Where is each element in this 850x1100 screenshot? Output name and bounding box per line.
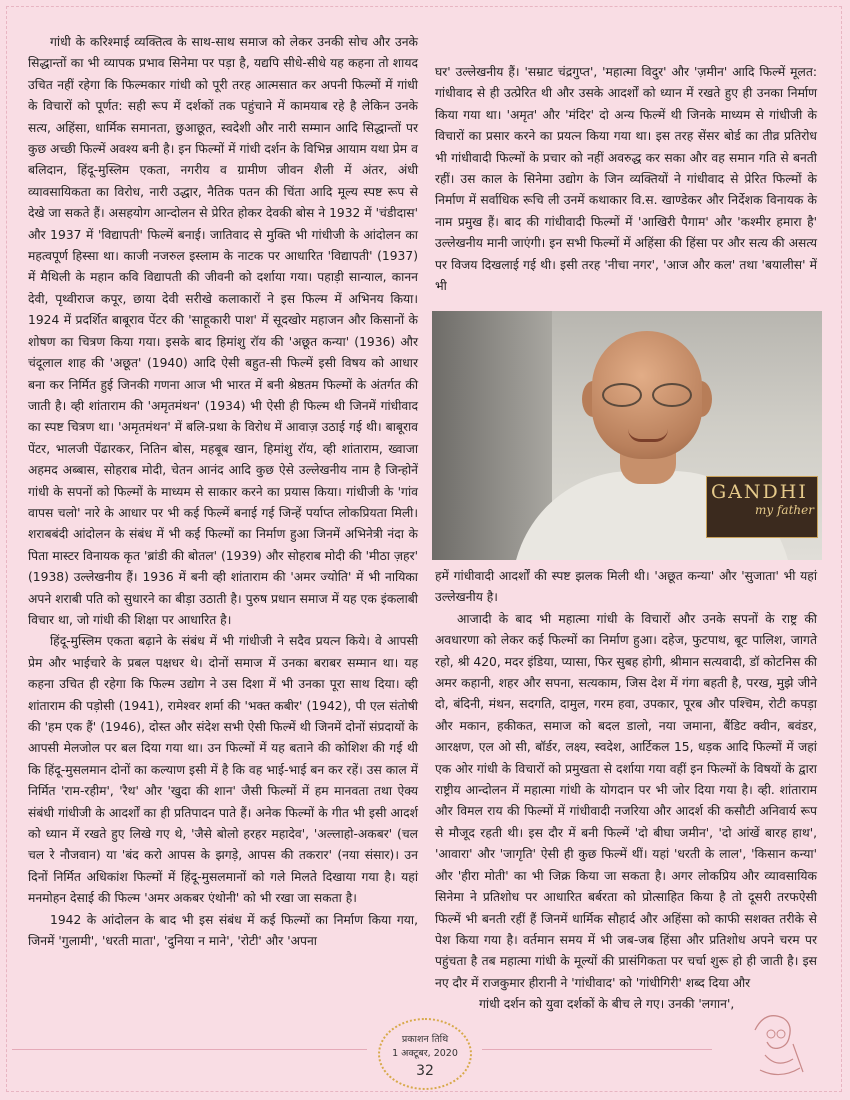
paragraph: आजादी के बाद भी महात्मा गांधी के विचारों और उनके सपनों के राष्ट्र की अवधारणा को लेकर कई फिल्मों का निर्माण हुआ। दहेज, फुटपाथ, बूट पालिश, जागते रहो, श्री 420, मदर इंडिया, प्यासा, फिर सुबह होगी, श्रीमान सत्यवादी, डॉ कोटनिस की अमर कहानी, शहर और सपना, सत्यकाम, जिस देश में गंगा बहती है, परख, मुझे जीने दो, बंदिनी, मंथन, सदगति, दामुल, गरम हवा, उपकार, पूरब और पश्चिम, रोटी कपड़ा और मकान, हकीकत, समाज को बदल डालो, नया जमाना, बैंडिट क्वीन, बवंडर, आरक्षण, एल ओ सी, बॉर्डर, लक्ष्य, स्वदेश, आर्टिकल 15, धड़क आदि फिल्मों में जहां एक ओर गांधी के विचारों को प्रमुखता से दर्शाया गया वहीं इन फिल्मों के विषयों के द्वारा राष्ट्रीय आन्दोलन में महात्मा गांधी के योगदान पर भी जोर दिया गया है। व्ही. शांताराम और विमल राय की फिल्मों में गांधीवादी नजरिया और आदर्श की कसौटी अनिवार्य रूप से मौजूद रहती थी। इस दौर में बनी फिल्में 'दो बीघा जमीन', 'दो आंखें बारह हाथ', 'आवारा' और 'जागृति' ऐसी ही कुछ फिल्में थीं। यहां 'धरती के लाल', 'किसान कन्या' और 'हीरा मोती' का भी जिक्र किया जा सकता है। अगर लोकप्रिय और व्यावसायिक सिनेमा ने प्रतिशोध पर आधारित बर्बरता को प्रोत्साहित किया है तो दूसरी तरफऐसी फिल्में भी बनती रहीं हैं जिनमें धार्मिक सौहार्द और अहिंसा को काफी सशक्त तरीके से पेश किया गया है। वर्तमान समय में भी जब-जब हिंसा और प्रतिशोध अपने चरम पर पहुंचता है तब महात्मा गांधी के मूल्यों की प्रासंगिकता पर चर्चा शुरू हो ही जाती है। इस नए दौर में राजकुमार हीरानी ने 'गांधीवाद' को 'गांधीगिरी' शब्द दिया और bbox=[435, 611, 817, 990]
paragraph: हिंदू-मुस्लिम एकता बढ़ाने के संबंध में भी गांधीजी ने सदैव प्रयत्न किये। वे आपसी प्रेम और भाईचारे के प्रबल पक्षधर थे। दोनों समाज में उनका बराबर सम्मान था। यह कहना उचित ही रहेगा कि फिल्म उद्योग ने उस दिशा में भी उनका पूरा साथ दिया। व्ही शांताराम की पड़ोसी (1941), रामेश्वर शर्मा की 'भक्त कबीर' (1942), पी एल संतोषी की 'हम एक हैं' (1946), दोस्त और संदेश सभी ऐसी फिल्में थी जिनमें दोनों संप्रदायों के आपसी मेलजोल पर बल दिया गया था। उन फिल्मों में यह बताने की कोशिश की गई थी कि हिंदू-मुसलमान दोनों का कल्याण इसी में है कि वह भाई-भाई बन कर रहें। उस काल में निर्मित 'राम-रहीम', 'रैथ' और 'खुदा की शान' जैसी फिल्मों में हम मानवता तथा ऐक्य संबंधी गांधीजी के आदर्शों का ही प्रतिपादन पाते हैं। अनेक फिल्मों के गीत भी इसी आदर्श को ध्यान में रखते हुए लिखे गए थे, 'जैसे बोलो हरहर महादेव', 'अल्लाहो-अकबर' (चल चल रे नौजवान) या 'बंद करो आपस के झगड़े, आपस की तकरार' (नया संसार)। उन दिनों निर्मित अधिकांश फिल्मों में हिंदू-मुसलमानों को गले मिलते दिखाया गया है। यहां मनमोहन देसाई की फिल्म 'अमर अकबर एंथोनी' को भी रखा जा सकता है। bbox=[28, 634, 418, 906]
publication-emblem bbox=[378, 1018, 472, 1090]
publication-label: प्रकाशन तिथि bbox=[401, 1034, 449, 1045]
poster-subtitle: my father bbox=[755, 503, 814, 517]
left-column bbox=[28, 32, 418, 952]
paragraph: गांधी दर्शन को युवा दर्शकों के बीच ले गए। उनकी 'लगान', bbox=[479, 997, 735, 1012]
right-column-bottom bbox=[435, 566, 817, 1016]
paragraph: 1942 के आंदोलन के बाद भी इस संबंध में कई फिल्मों का निर्माण किया गया, जिनमें 'गुलामी', 'धरती माता', 'दुनिया न माने', 'रोटी' और 'अपना bbox=[28, 912, 418, 949]
right-column-top bbox=[435, 62, 817, 297]
page-number: 32 bbox=[416, 1063, 434, 1079]
gandhi-my-father-photo bbox=[432, 311, 822, 560]
movie-poster-logo bbox=[706, 476, 818, 538]
paragraph: घर' उल्लेखनीय हैं। 'सम्राट चंद्रगुप्त', 'महात्मा विदुर' और 'ज़मीन' आदि फिल्में मूलत: गांधीवाद से ही उत्प्रेरित थी और उसके आदर्शों को ध्यान में रखते हुए ही उनका निर्माण किया गया था। 'अमृत' और 'मंदिर' दो अन्य फिल्में थी जिनके माध्यम से गांधीजी के विचारों का प्रसार करने का प्रयत्न किया गया था। इस तरह सेंसर बोर्ड का तीव्र प्रतिरोध भी गांधीवादी फिल्मों के प्रचार को नहीं अवरुद्ध कर सका और वह समान गति से बनती रहीं। उस काल के सिनेमा उद्योग के जिन व्यक्तियों ने गांधीवाद से प्रेरित फिल्मों के निर्माण में सर्वाधिक रूचि ली उनमें कथाकार वि.स. खाण्डेकर और निर्देशक विनायक के नाम प्रमुख हैं। बाद की गांधीवादी फिल्मों में 'आखिरी पैगाम' और 'कश्मीर हमारा है' उल्लेखनीय मानी जाएंगी। इन सभी फिल्मों में अहिंसा की हिंसा पर और सत्य की असत्य पर विजय दिखलाई गई थी। इसी तरह 'नीचा नगर', 'आज और कल' तथा 'बयालीस' में भी bbox=[435, 65, 817, 294]
paragraph: गांधी के करिश्माई व्यक्तित्व के साथ-साथ समाज को लेकर उनकी सोच और उनके सिद्धान्तों का भी व्यापक प्रभाव सिनेमा पर पड़ा है, यद्यपि सीधे-सीधे यह कहना तो शायद उचित नहीं रहेगा कि फिल्मकार गांधी को पूरी तरह आत्मसात कर अपनी फिल्मों में गांधी के विचारों को पूर्णत: सही रूप में दर्शकों तक पहुंचाने में कामयाब रहे है लेकिन उनके सत्य, अहिंसा, धार्मिक समानता, छुआछूत, स्वदेशी और नारी सम्मान आदि सिद्धान्तों पर कुछ अच्छी फिल्में अवश्य बनी है। इन फिल्मों में गांधी दर्शन के विभिन्न आयाम यथा प्रेम व बलिदान, हिंदू-मुस्लिम एकता, नगरीय व ग्रामीण जीवन शैली में अंतर, अंधी व्यावसायिकता का विरोध, नारी उद्धार, नैतिक पतन की चिंता आदि मूल्य स्पष्ट रूप से देखे जा सकते हैं। असहयोग आन्दोलन से प्रेरित होकर देवकी बोस ने 1932 में 'चंडीदास' और 1937 में 'विद्यापती' फिल्में बनाई। जातिवाद से मुक्ति भी गांधीजी के आंदोलन का महत्वपूर्ण हिस्सा था। काजी नजरुल इस्लाम के नाटक पर आधारित 'विद्यापती' (1937) में मैथिली के महान कवि विद्यापती की जीवनी को दर्शाया गया। पहाड़ी सान्याल, कानन देवी, पृथ्वीराज कपूर, छाया देवी सरीखे कलाकारों ने इस फिल्म में अभिनय किया। 1924 में प्रदर्शित बाबूराव पेंटर की 'साहूकारी पाश' में सूदखोर महाजन और किसानों के शोषण का चित्रण किया गया। इसके बाद हिमांशु रॉय की 'अछूत कन्या' (1936) और चंदूलाल शाह की 'अछूत' (1940) आदि ऐसी बहुत-सी फिल्में इसी विषय को आधार बना कर निर्मित हुई जिनकी गणना आज भी भारत में बनी श्रेष्ठतम फिल्मों के अंतर्गत की जाती है। व्ही शांताराम की 'अमृतमंथन' (1934) भी ऐसी ही फिल्म थी जिनमें गांधीवाद का स्पष्ट चित्रण था। 'अमृतमंथन' में बलि-प्रथा के विरोध में आवाज़ उठाई गई थी। बाबूराव पेंटर, भालजी पेंढारकर, नितिन बोस, महबूब खान, हिमांशु रॉय, व्ही शांताराम, ख्वाजा अहमद अब्बास, सोहराब मोदी, चेतन आनंद आदि कुछ ऐसे उल्लेखनीय नाम है जिन्होनें गांधी के सपनों को फिल्मों के माध्यम से साकार करने का प्रयास किया। गांधीजी के 'गांव वापस चलो' नारे के आधार पर भी कई फिल्में बनाई गई जिन्हें पर्याप्त लोकप्रियता मिली। शराबबंदी आंदोलन के संबंध में भी कई फिल्मों का निर्माण हुआ जिनमें अभिनेत्री नंदा के पिता मास्टर विनायक कृत 'ब्रांडी की बोतल' (1939) और सोहराब मोदी की 'मीठा ज़हर' (1938) उल्लेखनीय हैं। 1936 में बनी व्ही शांताराम की 'अमर ज्योति' में भी नायिका अपने शराबी पति को सुधारने का बीड़ा उठाती है। पुरुष प्रधान समाज में यह एक इंकलाबी विचार था, जो गांधी की शिक्षा पर आधारित है। bbox=[28, 35, 418, 627]
poster-title: GANDHI bbox=[711, 481, 808, 503]
paragraph: हमें गांधीवादी आदर्शों की स्पष्ट झलक मिली थी। 'अछूत कन्या' और 'सुजाता' भी यहां उल्लेखनीय है। bbox=[435, 569, 817, 605]
gandhi-sketch-icon bbox=[735, 1000, 820, 1085]
publication-date: 1 अक्टूबर, 2020 bbox=[392, 1048, 458, 1059]
